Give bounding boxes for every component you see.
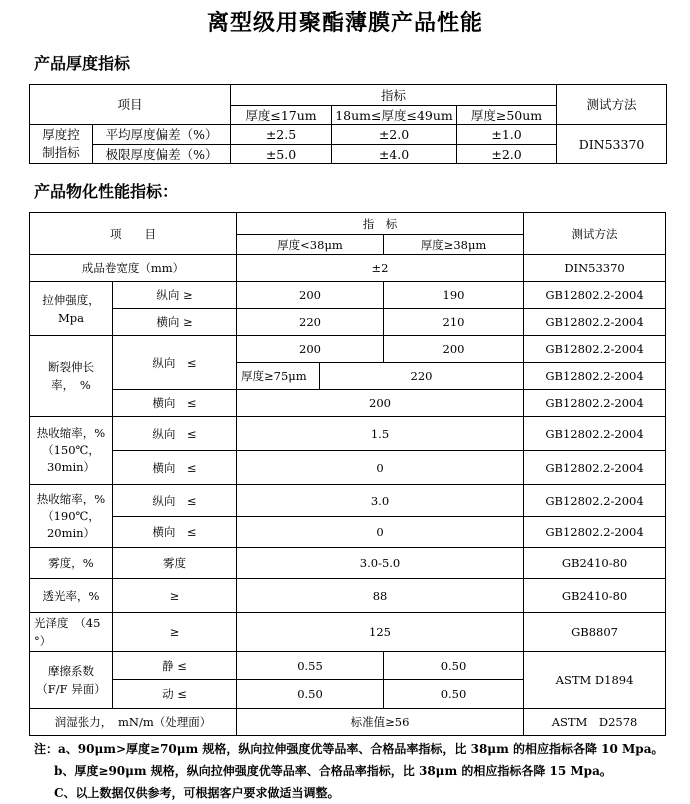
group-label-line2: 制指标	[42, 145, 80, 160]
direction-cell: 纵向 ≤	[113, 485, 237, 517]
cell-value: 3.0-5.0	[237, 548, 524, 579]
cell-value: ±4.0	[332, 145, 457, 164]
table-row	[30, 125, 667, 145]
table-row	[30, 85, 667, 106]
method-cell: GB12802.2-2004	[524, 517, 666, 548]
direction-cell: 雾度	[113, 548, 237, 579]
cell-value: 0	[237, 517, 524, 548]
cell-value: 200	[237, 336, 384, 363]
cell-value: 220	[320, 363, 524, 390]
cell-value: ±2	[237, 255, 524, 282]
cell-value: 200	[237, 282, 384, 309]
cell-value: 125	[237, 613, 524, 652]
table-row	[30, 709, 666, 736]
notes	[34, 738, 663, 804]
method-cell: GB12802.2-2004	[524, 485, 666, 517]
table-row	[30, 451, 666, 485]
direction-cell: ≥	[113, 613, 237, 652]
cell-value: ±5.0	[231, 145, 332, 164]
friction-label-line1: 摩擦系数	[48, 664, 94, 678]
header-item: 项目	[30, 85, 231, 125]
shrink150-label-line3: 30min）	[46, 460, 96, 474]
tensile-label-line2: Mpa	[58, 310, 84, 325]
direction-cell: ≥	[113, 579, 237, 613]
method-cell: DIN53370	[524, 255, 666, 282]
method-cell: ASTM D2578	[524, 709, 666, 736]
note-a: 注：a、90μm>厚度≥70μm 规格，纵向拉伸强度优等品率、合格品率指标，比 38μm 的相应指标各降 10 Mpa。	[34, 742, 664, 756]
shrink190-label-line2: （190℃，	[42, 508, 100, 523]
friction-label	[30, 652, 113, 709]
method-cell: GB2410-80	[524, 548, 666, 579]
note-c: C、以上数据仅供参考，可根据客户要求做适当调整。	[54, 786, 340, 800]
direction-cell: 横向 ≤	[113, 390, 237, 417]
direction-cell: 横向 ≤	[113, 517, 237, 548]
thick-a: 厚度<38μm	[237, 235, 384, 255]
cell-value: 0	[237, 451, 524, 485]
method-cell: GB12802.2-2004	[524, 336, 666, 363]
cell-value: ±2.0	[457, 145, 557, 164]
cell-value: ±1.0	[457, 125, 557, 145]
tensile-label-line1: 拉伸强度，	[42, 292, 100, 307]
method-cell: GB12802.2-2004	[524, 417, 666, 451]
direction-cell: 纵向 ≤	[113, 417, 237, 451]
cell-value: 0.55	[237, 652, 384, 680]
table-row	[30, 390, 666, 417]
note-b: b、厚度≥90μm 规格，纵向拉伸强度优等品率、合格品率指标，比 38μm 的相应指标各降 15 Mpa。	[54, 764, 612, 778]
table-row	[30, 255, 666, 282]
thickness-table	[29, 84, 667, 164]
shrink150-label-line1: 热收缩率，%	[36, 426, 106, 440]
gloss-label-line2: °）	[34, 634, 52, 648]
table-row	[30, 579, 666, 613]
cell-value: 标准值≥56	[237, 709, 524, 736]
method-cell: GB8807	[524, 613, 666, 652]
row-label: 成品卷宽度（mm）	[30, 255, 237, 282]
method-cell: GB12802.2-2004	[524, 390, 666, 417]
method-cell: GB12802.2-2004	[524, 451, 666, 485]
direction-cell: 纵向 ≤	[113, 336, 237, 390]
shrink150-label-line2: （150℃，	[42, 443, 100, 457]
tensile-label	[30, 282, 113, 336]
section1-heading: 产品厚度指标	[34, 54, 131, 73]
elongation-label-line1: 断裂伸长	[48, 360, 94, 374]
cell-value: 1.5	[237, 417, 524, 451]
cell-value: 200	[237, 390, 524, 417]
thick-range-1: 厚度≤17um	[231, 106, 332, 125]
section2-heading: 产品物化性能指标：	[34, 182, 179, 201]
cell-value: ±2.5	[231, 125, 332, 145]
thick-range-2: 18um≤厚度≤49um	[332, 106, 457, 125]
cell-value: 190	[384, 282, 524, 309]
method-cell: ASTM D1894	[524, 652, 666, 709]
header-method: 测试方法	[557, 85, 667, 125]
method-cell: GB12802.2-2004	[524, 363, 666, 390]
direction-cell: 纵向 ≥	[113, 282, 237, 309]
table-row	[30, 213, 666, 235]
shrink190-label	[30, 485, 113, 548]
table-row	[30, 309, 666, 336]
cell-value: ±2.0	[332, 125, 457, 145]
cell-value: 200	[384, 336, 524, 363]
direction-cell: 静 ≤	[113, 652, 237, 680]
table-row	[30, 517, 666, 548]
cell-value: 0.50	[384, 680, 524, 709]
friction-label-line2: （F/F 异面）	[36, 682, 106, 696]
elongation-label	[30, 336, 113, 417]
cell-value: 0.50	[384, 652, 524, 680]
thick-b: 厚度≥38μm	[384, 235, 524, 255]
header-index: 指 标	[237, 213, 524, 235]
method-cell: DIN53370	[557, 125, 667, 164]
gloss-label-line1: 光泽度 （45	[34, 616, 101, 630]
row-label: 极限厚度偏差（%）	[93, 145, 231, 164]
direction-cell: 横向 ≤	[113, 451, 237, 485]
direction-cell: 动 ≤	[113, 680, 237, 709]
method-cell: GB2410-80	[524, 579, 666, 613]
shrink190-label-line1: 热收缩率，%	[36, 491, 106, 506]
row-label: 雾度，%	[30, 548, 113, 579]
cell-value: 3.0	[237, 485, 524, 517]
row-label: 润湿张力， mN/m（处理面）	[30, 709, 237, 736]
direction-cell: 横向 ≥	[113, 309, 237, 336]
group-label-line1: 厚度控	[42, 127, 80, 142]
gloss-label	[30, 613, 113, 652]
table-row	[30, 417, 666, 451]
method-cell: GB12802.2-2004	[524, 282, 666, 309]
table-row	[30, 548, 666, 579]
table-row	[30, 652, 666, 680]
thick-range-3: 厚度≥50um	[457, 106, 557, 125]
properties-table	[29, 212, 666, 736]
header-method: 测试方法	[524, 213, 666, 255]
thick75-cell: 厚度≥75μm	[237, 363, 320, 390]
document-title: 离型级用聚酯薄膜产品性能	[206, 10, 483, 36]
shrink190-label-line3: 20min）	[46, 525, 96, 540]
row-label: 透光率，%	[30, 579, 113, 613]
table-row	[30, 613, 666, 652]
header-item: 项 目	[30, 213, 237, 255]
shrink150-label	[30, 417, 113, 485]
method-cell: GB12802.2-2004	[524, 309, 666, 336]
cell-value: 210	[384, 309, 524, 336]
cell-value: 220	[237, 309, 384, 336]
cell-value: 0.50	[237, 680, 384, 709]
group-label	[30, 125, 93, 164]
cell-value: 88	[237, 579, 524, 613]
header-index: 指标	[231, 85, 557, 106]
table-row	[30, 485, 666, 517]
elongation-label-line2: 率， %	[51, 378, 91, 392]
table-row	[30, 282, 666, 309]
table-row	[30, 336, 666, 363]
row-label: 平均厚度偏差（%）	[93, 125, 231, 145]
